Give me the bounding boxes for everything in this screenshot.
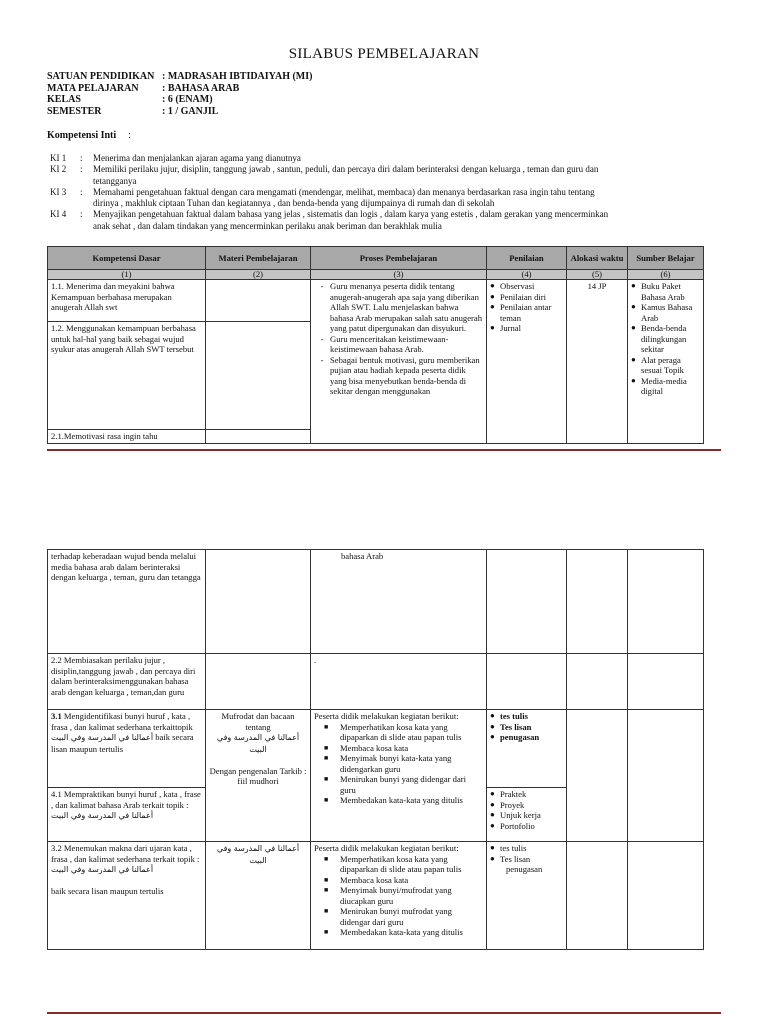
list-item-text: Media-media digital	[641, 375, 687, 396]
list-item-text: Buku Paket Bahasa Arab	[641, 281, 685, 302]
kd-cell: 1.1. Menerima dan meyakini bahwa Kemampuan berbahasa merupakan anugerah Allah swt	[48, 280, 206, 322]
ki-list	[47, 153, 617, 232]
penilaian-list	[490, 789, 563, 831]
table-row	[48, 654, 704, 710]
penilaian-cell	[487, 654, 567, 710]
alokasi-cell	[567, 654, 628, 710]
bullet-icon: ■	[324, 796, 329, 804]
bullet-icon: ●	[490, 302, 495, 311]
list-item-text: Kamus Bahasa Arab	[641, 302, 693, 323]
penilaian-cell	[487, 280, 567, 444]
proses-cell	[311, 280, 487, 444]
bullet-icon: ●	[490, 810, 495, 819]
header-row	[48, 247, 704, 270]
list-item	[631, 355, 700, 376]
sumber-cell	[628, 842, 704, 950]
table-row	[48, 710, 704, 788]
info-row	[47, 94, 312, 106]
table-row	[48, 550, 704, 654]
list-item-text: penugasan	[500, 732, 540, 742]
ki-heading	[47, 130, 131, 141]
bullet-icon: ●	[631, 354, 636, 364]
list-item	[490, 292, 563, 303]
materi-cell	[206, 550, 311, 654]
header-cell: Alokasi waktu	[567, 247, 628, 270]
list-item-text: Praktek	[500, 789, 527, 799]
list-item-text: Memperhatikan kosa kata yang dipaparkan di slide atau papan tulis	[340, 721, 462, 742]
list-item-text: Guru menceritakan keistimewaan-keistimewaan bahasa Arab.	[330, 333, 449, 354]
ki-separator: :	[80, 209, 83, 220]
ki-separator: :	[80, 153, 83, 163]
ki-text: Menyajikan pengetahuan faktual dalam bahasa yang jelas , sistematis dan logis , dalam karya yang estetis , dalam gerakan yang mencerminkan anak sehat , dan dalam tindakan yang mencerminkan perilaku anak beriman dan berakhlak mulia	[93, 209, 609, 231]
bullet-icon: ■	[324, 775, 329, 783]
table-row	[48, 280, 704, 322]
bullet-icon: ●	[490, 732, 495, 741]
bullet-icon: ●	[490, 843, 495, 852]
column-number: (5)	[567, 270, 628, 280]
kd-cell: 2.1.Memotivasi rasa ingin tahu	[48, 430, 206, 444]
list-item	[324, 753, 483, 774]
list-item-text: Penilaian antar teman	[500, 302, 552, 323]
materi-cell	[206, 710, 311, 842]
alokasi-cell	[567, 550, 628, 654]
ki-item	[47, 164, 617, 187]
kd-text-tail: baik secara lisan maupun tertulis	[51, 886, 164, 896]
arabic-topic: أعمالنا في المدرسة وفي البيت	[51, 865, 154, 874]
column-number: (3)	[311, 270, 487, 280]
list-item	[490, 732, 563, 743]
bullet-icon: ■	[324, 886, 329, 894]
list-item-text: Penilaian diri	[500, 291, 547, 302]
info-key: SATUAN PENDIDIKAN	[47, 71, 155, 82]
penilaian-extra: penugasan	[506, 864, 543, 874]
materi-text: Dengan pengenalan Tarkib : fiil mudhori	[209, 765, 307, 786]
list-item-text: Alat peraga sesuai Topik	[641, 354, 684, 375]
list-item	[490, 711, 563, 722]
bullet-icon: ■	[324, 875, 329, 884]
bullet-icon: ■	[324, 928, 329, 936]
list-item-text: tes tulis	[500, 843, 527, 853]
syllabus-table-bottom	[47, 549, 704, 950]
penilaian-list	[490, 711, 563, 743]
sumber-list	[631, 281, 700, 397]
arabic-topic: أعمالنا في المدرسة وفي البيت	[51, 811, 154, 820]
alokasi-cell: 14 JP	[567, 280, 628, 444]
list-item	[324, 854, 483, 875]
dash-marker: -	[320, 333, 324, 344]
list-item-text: Tes lisan	[500, 853, 531, 864]
bullet-icon: ■	[324, 722, 329, 731]
list-item	[631, 376, 700, 397]
list-item-text: Benda-benda dilingkungan sekitar	[641, 323, 687, 354]
list-item	[314, 281, 483, 334]
kd-cell	[48, 788, 206, 842]
page-divider	[47, 449, 721, 451]
info-value: : 1 / GANJIL	[162, 105, 219, 117]
ki-heading-label: Kompetensi Inti	[47, 130, 117, 141]
bullet-icon: ●	[490, 789, 495, 798]
bullet-icon: ●	[490, 799, 495, 809]
bullet-icon: ●	[490, 711, 495, 720]
penilaian-cell	[487, 842, 567, 950]
sumber-cell	[628, 280, 704, 444]
list-item	[314, 334, 483, 355]
alokasi-cell	[567, 842, 628, 950]
column-number: (6)	[628, 270, 704, 280]
list-item	[324, 722, 483, 743]
ki-text: Memahami pengetahuan faktual dengan cara mengamati (mendengar, melihat, membaca) dan menanya berdasarkan rasa ingin tahu tentang dirinya , makhluk ciptaan Tuhan dan kegiatannya , dan benda-benda yang dijumpainya di rumah dan di sekolah	[93, 186, 595, 209]
list-item	[324, 927, 483, 938]
info-value: : BAHASA ARAB	[162, 82, 240, 94]
list-item	[490, 302, 563, 323]
ki-separator: :	[80, 186, 83, 197]
list-item	[490, 281, 563, 292]
list-item-text: Membedakan kata-kata yang ditulis	[340, 927, 463, 937]
list-item-text: Portofolio	[500, 820, 535, 831]
materi-cell	[206, 842, 311, 950]
info-key: MATA PELAJARAN	[47, 82, 139, 94]
list-item-text: Menirukan bunyi yang didengar dari guru	[340, 774, 467, 795]
column-number: (1)	[48, 270, 206, 280]
list-item-text: tes tulis	[500, 711, 528, 721]
bullet-icon: ●	[490, 820, 495, 830]
list-item	[324, 885, 483, 906]
proses-intro: Peserta didik melakukan kegiatan berikut:	[314, 843, 459, 853]
identity-block	[47, 71, 312, 117]
proses-cell	[311, 842, 487, 950]
info-row	[47, 106, 312, 118]
kd-number: 3.1	[51, 711, 62, 721]
column-number: (2)	[206, 270, 311, 280]
bullet-icon: ●	[631, 375, 636, 385]
materi-text: Mufrodat dan bacaan tentang	[221, 711, 295, 732]
list-item-text: Guru menanya peserta didik tentang anugerah-anugerah apa saja yang diberikan Allah SWT. Lalu menjelaskan bahwa bahasa Arab merupakan salah satu anugerah yang patut dipergunakan dan disyukuri.	[330, 281, 482, 333]
info-key: SEMESTER	[47, 105, 102, 117]
bullet-icon: ●	[490, 721, 495, 731]
list-item-text: Memperhatikan kosa kata yang dipaparkan di slide atau papan tulis	[340, 853, 462, 874]
proses-intro: Peserta didik melakukan kegiatan berikut:	[314, 711, 459, 721]
bullet-icon: ●	[631, 281, 636, 290]
bullet-icon: ●	[490, 853, 495, 863]
penilaian-list	[490, 843, 563, 864]
table-row	[48, 842, 704, 950]
arabic-topic: أعمالنا في المدرسة وفي البيت	[51, 733, 154, 742]
ki-code: KI 4	[50, 209, 67, 220]
kd-cell	[48, 842, 206, 950]
bullet-icon: ■	[324, 907, 329, 915]
list-item	[324, 795, 483, 806]
list-item-text: Jurnal	[500, 323, 522, 333]
header-cell: Proses Pembelajaran	[311, 247, 487, 270]
ki-item	[47, 153, 617, 164]
sumber-cell	[628, 550, 704, 654]
ki-code: KI 3	[50, 186, 67, 197]
list-item-text: Menirukan bunyi mufrodat yang didengar dari guru	[340, 906, 452, 927]
kd-cell: 2.2 Membiasakan perilaku jujur , disiplin,tanggung jawab , dan percaya diri dalam berinteraksimenggunakan bahasa arab dengan keluarga , teman,dan guru	[48, 654, 206, 710]
list-item-text: Membaca kosa kata	[340, 742, 409, 753]
list-item-text: Menyimak bunyi/mufrodat yang diucapkan guru	[340, 885, 452, 906]
ki-item	[47, 187, 617, 210]
kd-text: Mengidentifikasi bunyi huruf , kata , frasa , dan kalimat sederhana terkaittopik	[51, 711, 193, 732]
list-item	[631, 302, 700, 323]
materi-cell	[206, 280, 311, 322]
bullet-icon: ●	[490, 291, 495, 301]
kd-text: 3.2 Menemukan makna dari ujaran kata , frasa , dan kalimat sederhana terkait topik :	[51, 843, 200, 864]
list-item-text: Membaca kosa kata	[340, 874, 409, 885]
bullet-icon: ■	[324, 743, 329, 752]
sumber-cell	[628, 710, 704, 842]
kd-text-tail: baik secara lisan maupun tertulis	[51, 732, 194, 754]
list-item	[324, 875, 483, 886]
bullet-icon: ●	[631, 302, 636, 311]
materi-cell	[206, 322, 311, 430]
sumber-cell	[628, 654, 704, 710]
syllabus-table-top	[47, 246, 704, 444]
info-value: : MADRASAH IBTIDAIYAH (MI)	[162, 71, 313, 82]
arabic-topic: أعمالنا في المدرسة وفي البيت	[216, 733, 300, 754]
list-item	[490, 800, 563, 811]
list-item-text: Membedakan kata-kata yang ditulis	[340, 795, 463, 805]
page-title: SILABUS PEMBELAJARAN	[288, 46, 480, 62]
ki-separator: :	[80, 164, 83, 175]
dash-marker: -	[320, 354, 324, 365]
list-item-text: Unjuk kerja	[500, 810, 541, 820]
bullet-icon: ●	[490, 281, 495, 290]
materi-cell	[206, 430, 311, 444]
kd-cell	[48, 710, 206, 788]
ki-heading-colon: :	[128, 130, 131, 141]
column-number-row	[48, 270, 704, 280]
list-item-text: Observasi	[500, 281, 535, 291]
header-cell: Sumber Belajar	[628, 247, 704, 270]
list-item	[490, 810, 563, 821]
list-item	[490, 789, 563, 800]
proses-cell: bahasa Arab	[311, 550, 487, 654]
proses-list	[314, 722, 483, 806]
list-item	[631, 323, 700, 355]
list-item	[324, 743, 483, 754]
info-row	[47, 83, 312, 95]
proses-cell	[311, 710, 487, 842]
materi-cell	[206, 654, 311, 710]
ki-code: KI 2	[50, 164, 67, 175]
bullet-icon: ●	[631, 323, 636, 332]
bullet-icon: ■	[324, 754, 329, 762]
list-item-text: Proyek	[500, 799, 525, 810]
dash-marker: -	[320, 281, 324, 291]
list-item	[631, 281, 700, 302]
list-item-text: Tes lisan	[500, 721, 532, 732]
proses-list	[314, 854, 483, 938]
list-item-text: Menyimak bunyi kata-kata yang didengarkan guru	[340, 753, 452, 774]
penilaian-cell	[487, 788, 567, 842]
info-key: KELAS	[47, 94, 81, 105]
proses-list	[314, 281, 483, 397]
bullet-icon: ■	[324, 854, 329, 863]
penilaian-list	[490, 281, 563, 334]
ki-text: Memiliki perilaku jujur, disiplin, tanggung jawab , santun, peduli, dan percaya diri dalam berinteraksi dengan keluarga , teman dan guru dan tetangganya	[93, 164, 599, 186]
page-divider	[47, 1012, 721, 1014]
list-item	[324, 906, 483, 927]
list-item	[490, 854, 563, 865]
list-item	[490, 323, 563, 334]
kd-text: 4.1 Mempraktikan bunyi huruf , kata , frase , dan kalimat bahasa Arab terkait topik :	[51, 789, 201, 810]
header-cell: Penilaian	[487, 247, 567, 270]
kd-cell: 1.2. Menggunakan kemampuan berbahasa untuk hal-hal yang baik sebagai wujud syukur atas anugerah Allah SWT tersebut	[48, 322, 206, 430]
arabic-topic: أعمالنا في المدرسة وفي البيت	[216, 844, 300, 865]
list-item	[490, 821, 563, 832]
info-row	[47, 71, 312, 83]
list-item	[314, 355, 483, 397]
proses-cell: .	[311, 654, 487, 710]
column-number: (4)	[487, 270, 567, 280]
alokasi-cell	[567, 710, 628, 842]
kd-cell: terhadap keberadaan wujud benda melalui media bahasa arab dalam berinteraksi dengan keluarga , teman, guru dan tetangga	[48, 550, 206, 654]
penilaian-cell	[487, 710, 567, 788]
list-item-text: Sebagai bentuk motivasi, guru memberikan pujian atau hadiah kepada peserta didik yang bisa menyebutkan benda-benda di sekitar dengan menggunakan	[330, 354, 480, 396]
penilaian-cell	[487, 550, 567, 654]
ki-code: KI 1	[50, 153, 67, 163]
list-item	[324, 774, 483, 795]
header-cell: Kompetensi Dasar	[48, 247, 206, 270]
info-value: : 6 (ENAM)	[162, 94, 213, 105]
ki-item	[47, 209, 617, 232]
bullet-icon: ●	[490, 323, 495, 332]
list-item	[490, 722, 563, 733]
list-item	[490, 843, 563, 854]
header-cell: Materi Pembelajaran	[206, 247, 311, 270]
ki-text: Menerima dan menjalankan ajaran agama yang dianutnya	[93, 153, 301, 163]
